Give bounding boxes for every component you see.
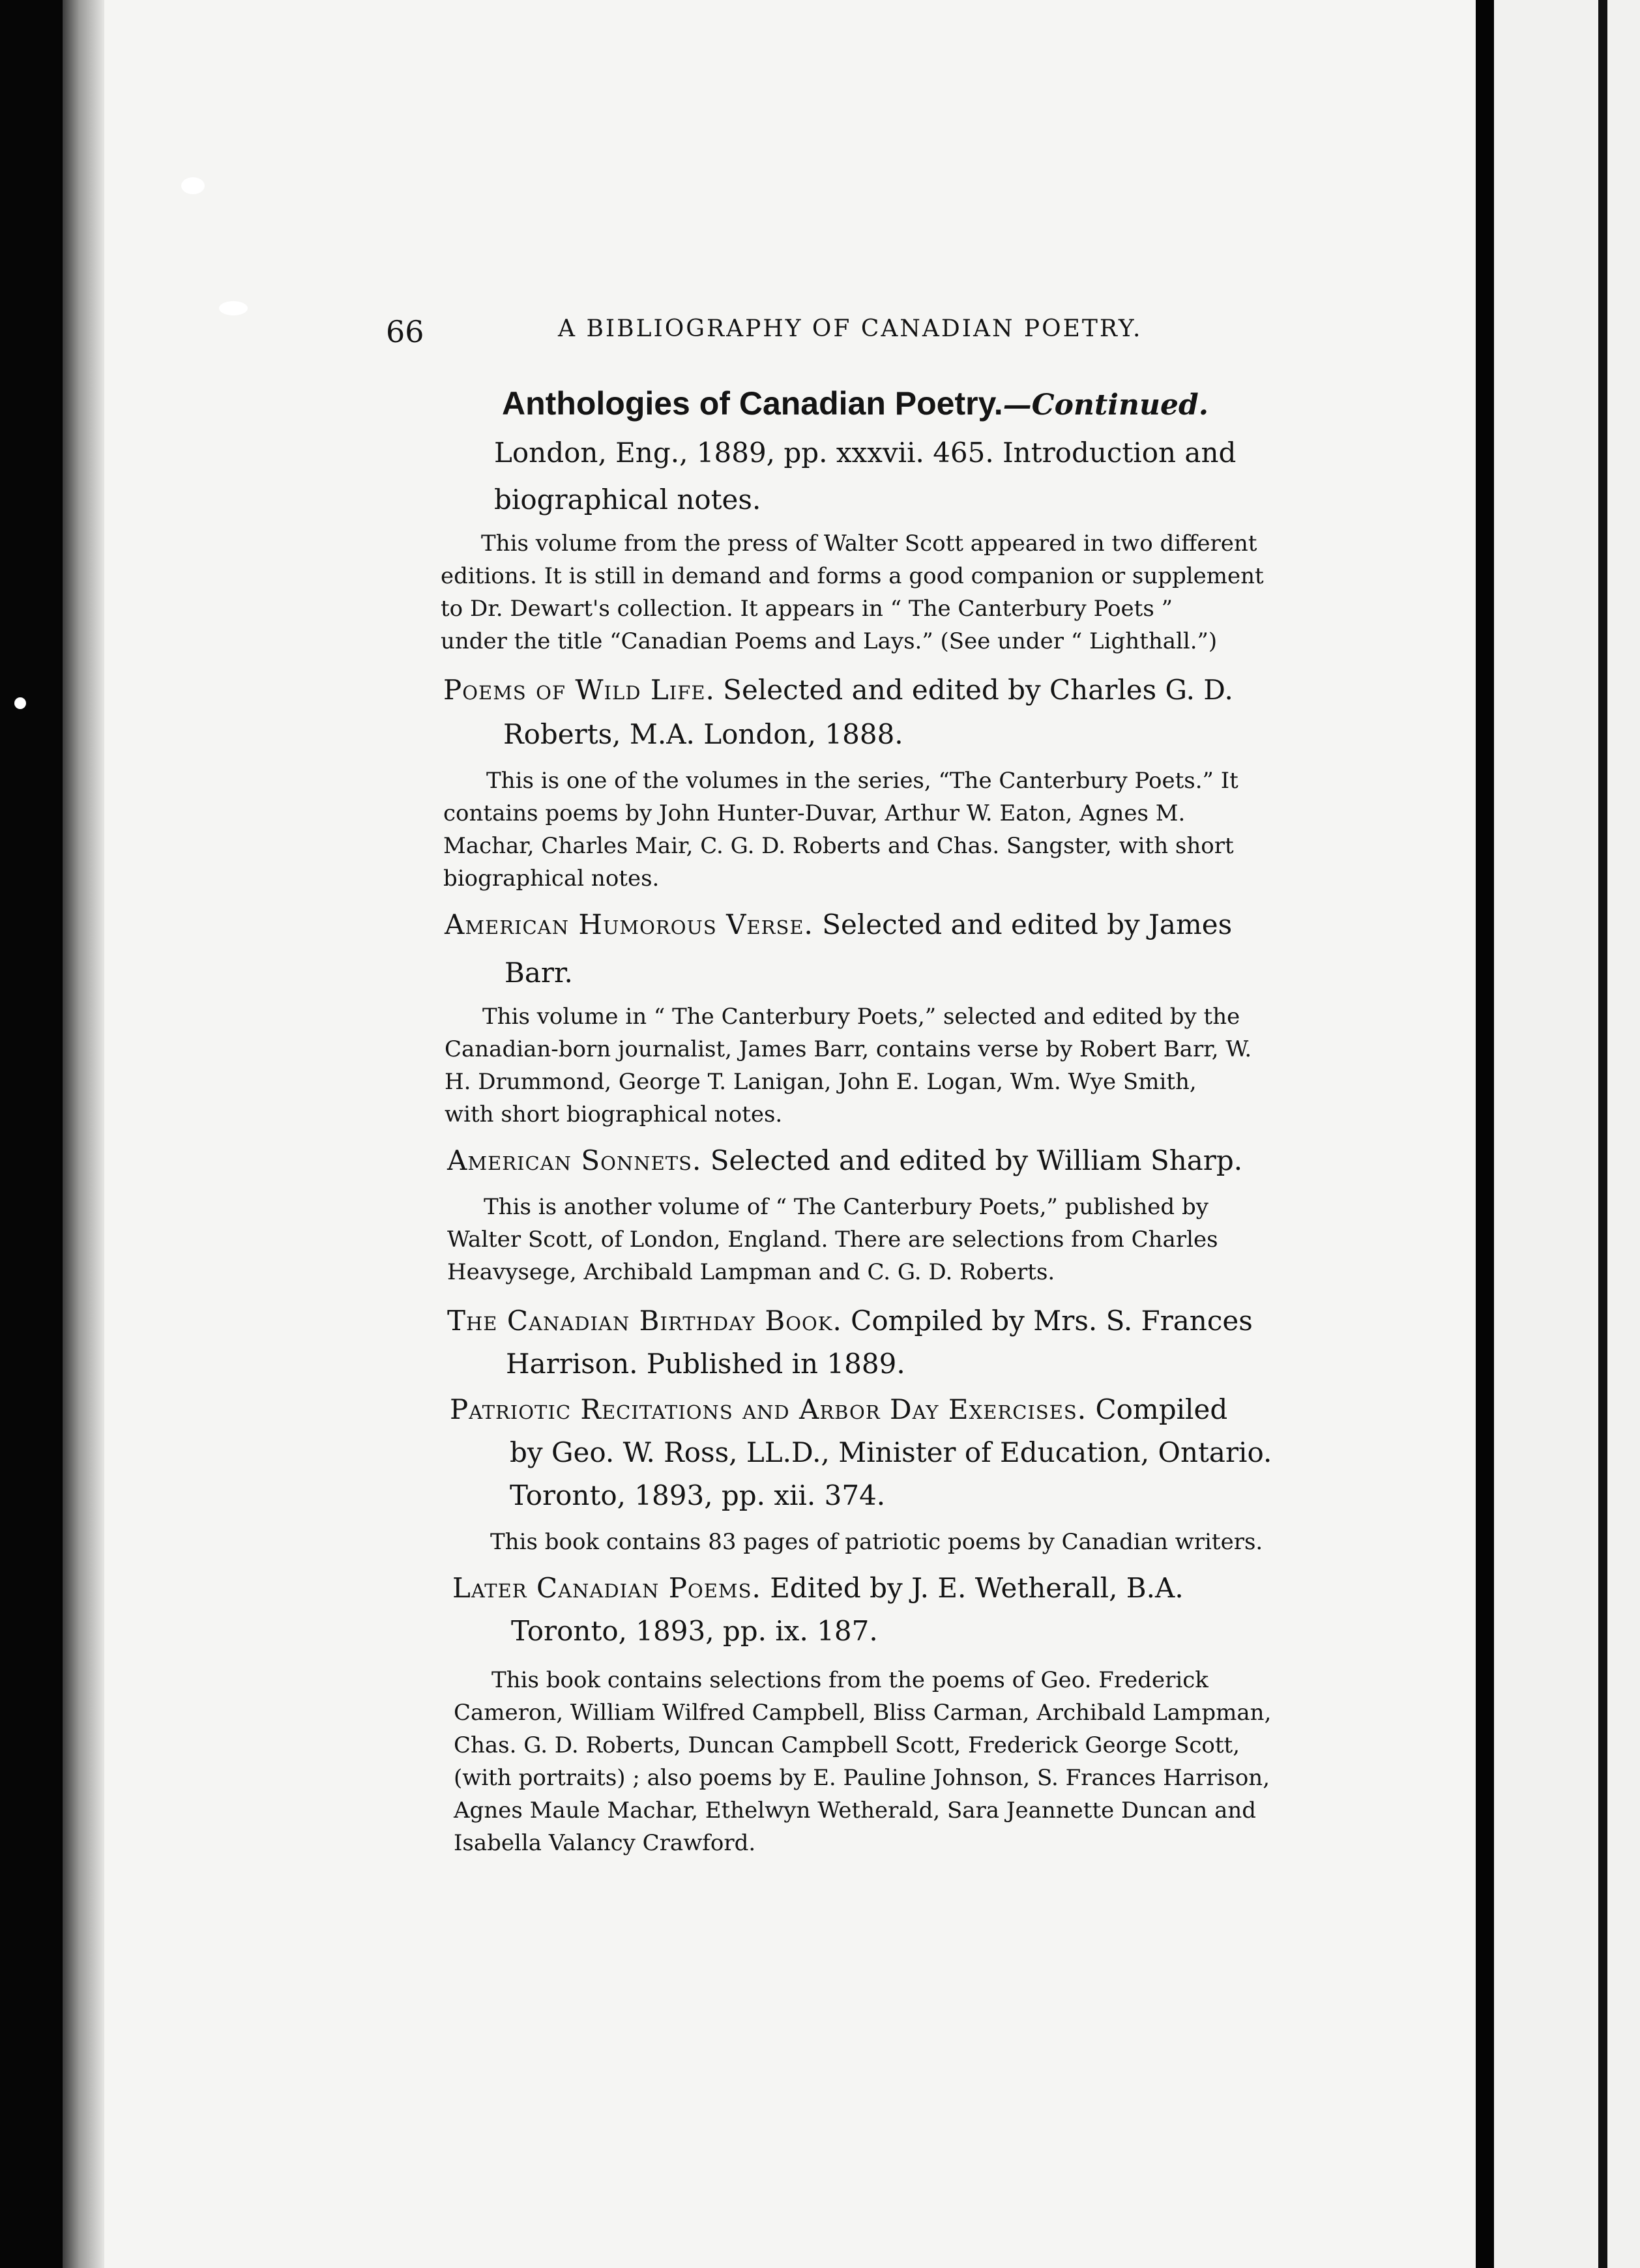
entry-heading [443,674,1233,706]
facing-page-edge [1598,0,1607,2268]
entry-details: Edited by J. E. Wetherall, B.A. [761,1572,1184,1604]
entry-line: Toronto, 1893, pp. ix. 187. [511,1615,878,1647]
entry-line: Roberts, M.A. London, 1888. [503,718,903,750]
entry-title: American Humorous Verse. [445,909,813,940]
entry-note-line: This book contains 83 pages of patriotic poems by Canadian writers. [490,1529,1263,1555]
scan-speck [14,697,26,709]
entry-note-line: under the title “Canadian Poems and Lays.” (See under “ Lighthall.”) [441,628,1218,654]
entry-line: London, Eng., 1889, pp. xxxvii. 465. Introduction and [494,437,1237,469]
entry-note-line: Walter Scott, of London, England. There are selections from Charles [447,1227,1218,1253]
entry-note-line: This is another volume of “ The Canterbury Poets,” published by [484,1194,1208,1220]
entry-details: . Selected and edited by Charles G. D. [705,674,1233,706]
entry-details: Selected and edited by James [813,909,1233,940]
entry-note-line: Cameron, William Wilfred Campbell, Bliss Carman, Archibald Lampman, [454,1700,1272,1726]
entry-line: Toronto, 1893, pp. xii. 374. [510,1479,886,1511]
section-title: Anthologies of Canadian Poetry. [502,385,1003,422]
section-heading [502,385,1208,422]
entry-line: biographical notes. [494,484,761,516]
entry-note-line: Isabella Valancy Crawford. [454,1830,756,1856]
binding-shadow [63,0,104,2268]
entry-title: Poems of Wild Life [443,674,706,706]
entry-heading [447,1144,1242,1176]
page-number: 66 [386,314,424,349]
entry-note-line: Chas. G. D. Roberts, Duncan Campbell Scott, Frederick George Scott, [454,1732,1240,1758]
entry-heading [450,1393,1227,1425]
page-border [1476,0,1494,2268]
entry-details: Compiled by Mrs. S. Frances [842,1305,1253,1337]
entry-note-line: Machar, Charles Mair, C. G. D. Roberts and Chas. Sangster, with short [443,833,1234,859]
entry-note-line: Heavysege, Archibald Lampman and C. G. D. Roberts. [447,1259,1055,1285]
scan-speck [219,301,248,315]
entry-note-line: H. Drummond, George T. Lanigan, John E. Logan, Wm. Wye Smith, [445,1069,1197,1095]
entry-note-line: This book contains selections from the poems of Geo. Frederick [491,1667,1208,1693]
entry-note-line: editions. It is still in demand and forms a good companion or supplement [441,563,1264,589]
running-title: A BIBLIOGRAPHY OF CANADIAN POETRY. [558,315,1143,342]
entry-note-line: contains poems by John Hunter-Duvar, Arthur W. Eaton, Agnes M. [443,800,1186,826]
entry-heading [452,1572,1184,1604]
entry-heading [445,909,1232,940]
entry-note-line: Agnes Maule Machar, Ethelwyn Wetherald, Sara Jeannette Duncan and [454,1797,1257,1824]
entry-note-line: with short biographical notes. [445,1101,783,1127]
entry-note-line: This volume from the press of Walter Scott appeared in two different [481,531,1257,557]
entry-line: Barr. [505,957,573,989]
facing-page-strip [1494,0,1640,2268]
entry-note-line: biographical notes. [443,865,660,892]
entry-heading [447,1305,1253,1337]
scan-speck [181,177,205,194]
entry-title: Later Canadian Poems. [452,1572,761,1604]
entry-line: by Geo. W. Ross, LL.D., Minister of Education, Ontario. [510,1436,1272,1468]
entry-details: Selected and edited by William Sharp. [701,1144,1243,1176]
section-continued: —Continued. [1003,388,1209,422]
entry-note-line: (with portraits) ; also poems by E. Pauline Johnson, S. Frances Harrison, [454,1765,1270,1791]
entry-note-line: Canadian-born journalist, James Barr, contains verse by Robert Barr, W. [445,1036,1252,1062]
entry-details: Compiled [1087,1393,1228,1425]
entry-title: The Canadian Birthday Book. [447,1305,842,1337]
entry-line: Harrison. Published in 1889. [506,1348,905,1380]
entry-note-line: This volume in “ The Canterbury Poets,” selected and edited by the [482,1004,1240,1030]
entry-title: American Sonnets. [447,1144,702,1176]
entry-note-line: to Dr. Dewart's collection. It appears in “ The Canterbury Poets ” [441,596,1173,622]
entry-title: Patriotic Recitations and Arbor Day Exercises. [450,1393,1087,1425]
entry-note-line: This is one of the volumes in the series, “The Canterbury Poets.” It [486,768,1238,794]
